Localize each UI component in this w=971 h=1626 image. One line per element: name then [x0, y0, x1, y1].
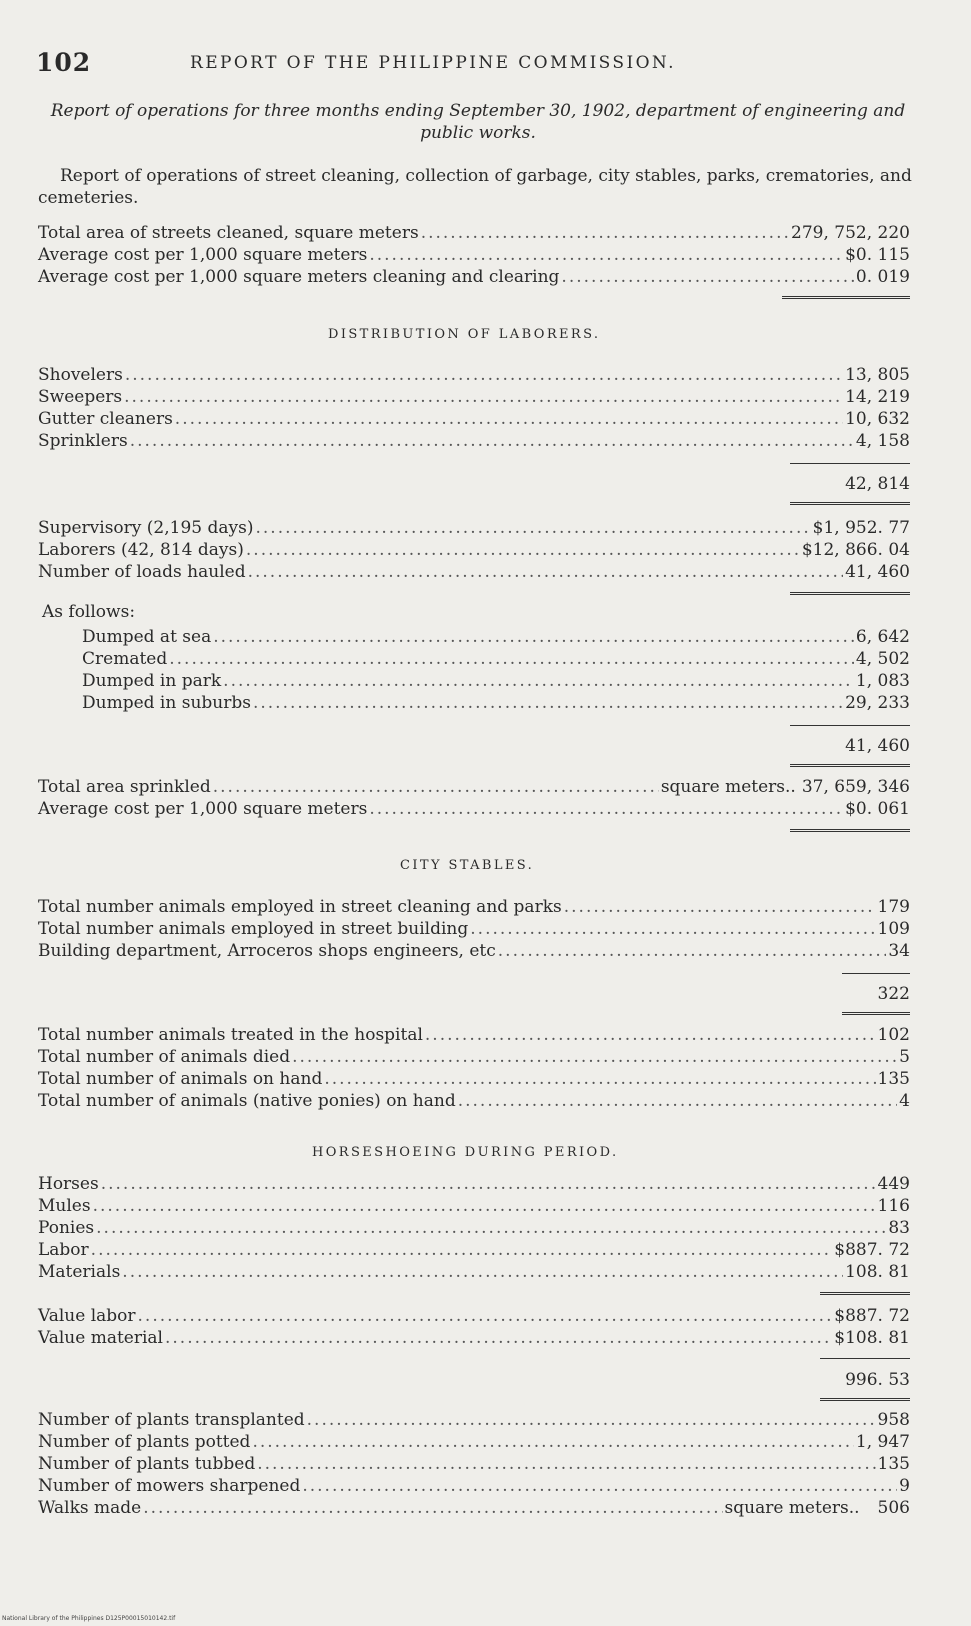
row-value: 14, 219	[845, 387, 910, 407]
laborer-row	[38, 409, 910, 431]
plants-row	[38, 1498, 910, 1520]
row-label: Sweepers	[38, 387, 123, 407]
hospital-row	[38, 1047, 910, 1069]
row-label: Value labor	[38, 1306, 136, 1326]
plants-row	[38, 1454, 910, 1476]
row-label: Number of plants potted	[38, 1432, 251, 1452]
section-heading-stables: CITY STABLES.	[400, 858, 535, 873]
row-unit: square meters..	[660, 777, 796, 797]
row-label: Gutter cleaners	[38, 409, 173, 429]
value-row	[38, 1328, 910, 1350]
sum-rule	[790, 463, 910, 464]
stables-row	[38, 897, 910, 919]
row-value: 179	[877, 897, 910, 917]
row-label: Average cost per 1,000 square meters	[38, 799, 368, 819]
sprinkled-row	[38, 799, 910, 821]
row-value: 34	[888, 941, 910, 961]
double-rule	[790, 829, 910, 832]
row-value: $1, 952. 77	[812, 518, 910, 538]
row-value: 0. 019	[855, 267, 910, 287]
row-label: Materials	[38, 1262, 121, 1282]
row-label: Dumped at sea	[82, 627, 212, 647]
row-value: 1, 947	[855, 1432, 910, 1452]
row-value: 506	[877, 1498, 910, 1518]
row-value: 135	[877, 1454, 910, 1474]
double-rule	[790, 764, 910, 767]
row-value: 4	[899, 1091, 910, 1111]
row-value: $0. 061	[845, 799, 910, 819]
cost-row	[38, 540, 910, 562]
row-label: Number of loads hauled	[38, 562, 246, 582]
horseshoeing-row	[38, 1218, 910, 1240]
sum-rule	[842, 973, 910, 974]
laborer-row	[38, 387, 910, 409]
row-value: 1, 083	[855, 671, 910, 691]
row-value: 6, 642	[855, 627, 910, 647]
row-value: $887. 72	[834, 1240, 910, 1260]
row-label: Mules	[38, 1196, 91, 1216]
disposal-row	[82, 627, 910, 649]
row-label: Ponies	[38, 1218, 95, 1238]
row-label: Value material	[38, 1328, 163, 1348]
row-value: 29, 233	[845, 693, 910, 713]
row-label: Total number animals treated in the hospital	[38, 1025, 423, 1045]
row-value: 10, 632	[845, 409, 910, 429]
row-value: $108. 81	[834, 1328, 910, 1348]
plants-row	[38, 1476, 910, 1498]
street-row	[38, 223, 910, 245]
row-value: 9	[899, 1476, 910, 1496]
row-value: 102	[877, 1025, 910, 1045]
row-value: 41, 460	[845, 562, 910, 582]
row-label: Number of plants transplanted	[38, 1410, 305, 1430]
row-label: Average cost per 1,000 square meters cleaning and clearing	[38, 267, 560, 287]
row-label: Number of plants tubbed	[38, 1454, 256, 1474]
cost-row	[38, 562, 910, 584]
intro-paragraph: Report of operations of street cleaning, collection of garbage, city stables, parks, crematories, and cemeteries.	[38, 166, 912, 208]
stables-row	[38, 919, 910, 941]
as-follows-label: As follows:	[42, 602, 136, 622]
double-rule	[782, 296, 910, 299]
row-label: Dumped in suburbs	[82, 693, 251, 713]
report-subtitle: Report of operations for three months ending September 30, 1902, department of engineering and public works.	[50, 101, 906, 143]
sum-rule	[820, 1358, 910, 1359]
row-label: Total number of animals died	[38, 1047, 291, 1067]
row-value: 279, 752, 220	[791, 223, 910, 243]
double-rule	[820, 1292, 910, 1295]
laborer-row	[38, 431, 910, 453]
disposal-row	[82, 649, 910, 671]
row-label: Number of mowers sharpened	[38, 1476, 301, 1496]
double-rule	[842, 1012, 910, 1015]
row-value: $887. 72	[834, 1306, 910, 1326]
value-total: 996. 53	[845, 1370, 910, 1390]
section-heading-laborers: DISTRIBUTION OF LABORERS.	[328, 327, 601, 342]
row-value: 449	[877, 1174, 910, 1194]
street-row	[38, 267, 910, 289]
laborer-row	[38, 365, 910, 387]
row-label: Walks made	[38, 1498, 142, 1518]
running-head: REPORT OF THE PHILIPPINE COMMISSION.	[190, 53, 676, 73]
sprinkled-row	[38, 777, 910, 799]
horseshoeing-row	[38, 1240, 910, 1262]
value-row	[38, 1306, 910, 1328]
double-rule	[790, 592, 910, 595]
row-value: 83	[888, 1218, 910, 1238]
horseshoeing-row	[38, 1196, 910, 1218]
row-label: Cremated	[82, 649, 168, 669]
row-label: Laborers (42, 814 days)	[38, 540, 244, 560]
sum-rule	[790, 725, 910, 726]
row-value: 116	[877, 1196, 910, 1216]
row-value: 37, 659, 346	[801, 777, 910, 797]
stables-row	[38, 941, 910, 963]
hospital-row	[38, 1025, 910, 1047]
street-row	[38, 245, 910, 267]
row-value: 4, 502	[855, 649, 910, 669]
row-value: $0. 115	[845, 245, 910, 265]
row-value: 109	[877, 919, 910, 939]
row-label: Total number of animals on hand	[38, 1069, 323, 1089]
laborers-total: 42, 814	[845, 474, 910, 494]
disposal-total: 41, 460	[845, 736, 910, 756]
row-label: Average cost per 1,000 square meters	[38, 245, 368, 265]
plants-row	[38, 1410, 910, 1432]
row-label: Horses	[38, 1174, 99, 1194]
row-label: Sprinklers	[38, 431, 128, 451]
row-value: 13, 805	[845, 365, 910, 385]
row-label: Supervisory (2,195 days)	[38, 518, 254, 538]
row-label: Total number animals employed in street building	[38, 919, 469, 939]
row-value: 135	[877, 1069, 910, 1089]
hospital-row	[38, 1069, 910, 1091]
double-rule	[790, 502, 910, 505]
plants-row	[38, 1432, 910, 1454]
row-label: Labor	[38, 1240, 89, 1260]
hospital-row	[38, 1091, 910, 1113]
section-heading-horseshoeing: HORSESHOEING DURING PERIOD.	[312, 1145, 619, 1160]
page-number: 102	[36, 48, 92, 77]
row-value: 958	[877, 1410, 910, 1430]
row-label: Building department, Arroceros shops engineers, etc	[38, 941, 496, 961]
stables-total: 322	[877, 984, 910, 1004]
row-label: Total area sprinkled	[38, 777, 211, 797]
row-value: 108. 81	[845, 1262, 910, 1282]
horseshoeing-row	[38, 1262, 910, 1284]
horseshoeing-row	[38, 1174, 910, 1196]
row-label: Total number of animals (native ponies) on hand	[38, 1091, 456, 1111]
disposal-row	[82, 671, 910, 693]
row-label: Dumped in park	[82, 671, 222, 691]
row-label: Shovelers	[38, 365, 123, 385]
row-value: 4, 158	[855, 431, 910, 451]
cost-row	[38, 518, 910, 540]
row-value: $12, 866. 04	[801, 540, 910, 560]
row-label: Total area of streets cleaned, square meters	[38, 223, 419, 243]
disposal-row	[82, 693, 910, 715]
scan-footer: National Library of the Philippines D125P00015010142.tif	[2, 1615, 176, 1622]
row-unit: square meters..	[724, 1498, 860, 1518]
row-value: 5	[899, 1047, 910, 1067]
double-rule	[820, 1398, 910, 1401]
row-label: Total number animals employed in street cleaning and parks	[38, 897, 562, 917]
